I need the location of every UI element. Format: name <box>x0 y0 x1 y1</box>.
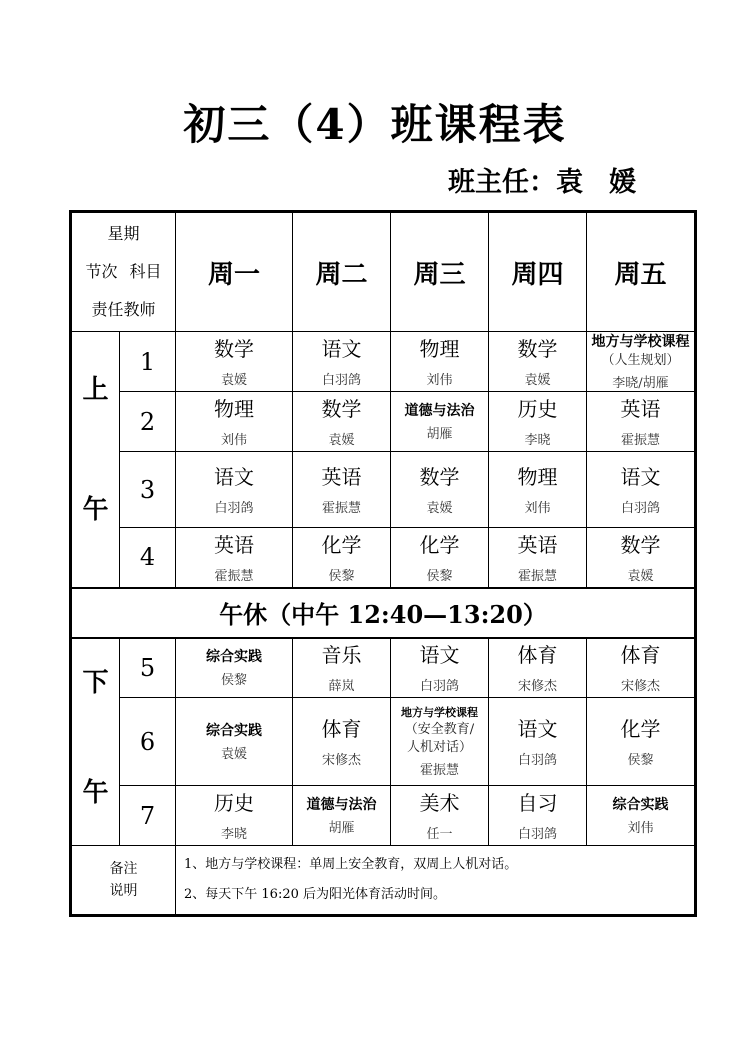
subject: 综合实践 <box>612 797 669 813</box>
remarks-line-1: 1、地方与学校课程：单周上安全教育，双周上人机对话。 <box>184 857 518 872</box>
schedule-cell <box>391 638 489 698</box>
remarks-label-2: 说明 <box>109 883 138 899</box>
header-period-subject <box>72 253 175 291</box>
remarks-row <box>71 846 696 916</box>
subject-note-2: 人机对话） <box>406 740 472 755</box>
table-row <box>71 786 696 846</box>
teacher: 侯黎 <box>426 568 453 584</box>
subject: 物理 <box>419 337 460 361</box>
subject-note: （人生规划） <box>601 353 680 368</box>
day-header: 周五 <box>587 212 696 332</box>
teacher: 白羽鸽 <box>419 679 459 695</box>
period-morning-char-2: 午 <box>82 495 109 526</box>
teacher: 宋修杰 <box>517 679 557 695</box>
teacher: 李晓 <box>220 827 247 842</box>
subject: 美术 <box>419 791 460 815</box>
teacher: 袁媛 <box>220 747 247 762</box>
schedule-cell <box>489 638 587 698</box>
header-teacher-label: 责任教师 <box>91 300 156 319</box>
schedule-cell <box>176 392 293 452</box>
table-row <box>71 698 696 786</box>
period-number: 2 <box>120 392 176 452</box>
subject: 英语 <box>620 397 661 421</box>
schedule-cell <box>293 698 391 786</box>
schedule-cell <box>587 452 696 528</box>
period-number: 7 <box>120 786 176 846</box>
table-row <box>71 638 696 698</box>
schedule-cell <box>489 698 587 786</box>
table-row <box>71 528 696 588</box>
remarks-line-2: 2、每天下午 16:20 后为阳光体育活动时间。 <box>184 887 446 902</box>
schedule-cell <box>176 452 293 528</box>
page-title: 初三（4）班课程表 <box>183 100 567 149</box>
header-period-label: 节次 <box>85 262 118 281</box>
period-afternoon-char-1: 下 <box>82 667 109 698</box>
teacher: 刘伟 <box>627 821 654 836</box>
table-row <box>71 452 696 528</box>
subject-note: （安全教育/ <box>404 722 475 737</box>
schedule-table <box>69 210 697 917</box>
schedule-cell <box>587 528 696 588</box>
teacher: 宋修杰 <box>321 753 361 768</box>
period-morning <box>71 332 120 588</box>
teacher: 霍振慧 <box>214 568 254 584</box>
teacher: 白羽鸽 <box>517 827 557 842</box>
teacher: 胡雁 <box>328 821 355 836</box>
subject: 地方与学校课程 <box>401 706 478 719</box>
teacher: 霍振慧 <box>321 501 361 516</box>
schedule-cell <box>587 638 696 698</box>
subject: 道德与法治 <box>306 797 377 813</box>
head-teacher-label: 班主任： <box>448 167 556 198</box>
teacher: 胡雁 <box>426 427 453 442</box>
subject: 综合实践 <box>206 649 262 666</box>
schedule-cell <box>293 786 391 846</box>
period-number: 5 <box>120 638 176 698</box>
teacher: 刘伟 <box>426 373 453 388</box>
schedule-cell <box>489 528 587 588</box>
subject: 体育 <box>517 643 558 668</box>
schedule-cell <box>176 528 293 588</box>
teacher: 刘伟 <box>524 501 551 516</box>
schedule-cell <box>391 332 489 392</box>
subject: 音乐 <box>321 643 362 668</box>
lunch-row <box>71 588 696 638</box>
schedule-cell <box>176 332 293 392</box>
schedule-cell <box>176 638 293 698</box>
subject: 英语 <box>517 532 558 557</box>
subject: 体育 <box>321 717 362 741</box>
subject: 物理 <box>517 465 558 489</box>
head-teacher-name-2: 媛 <box>609 167 636 198</box>
subject: 体育 <box>620 643 661 668</box>
subject: 自习 <box>517 791 558 815</box>
header-row <box>71 212 696 332</box>
teacher: 霍振慧 <box>517 568 557 584</box>
period-number: 3 <box>120 452 176 528</box>
schedule-cell <box>176 698 293 786</box>
schedule-cell <box>587 392 696 452</box>
period-morning-char-1: 上 <box>82 375 109 406</box>
subject: 历史 <box>517 397 558 421</box>
remarks-label <box>71 846 176 916</box>
period-number: 1 <box>120 332 176 392</box>
schedule-cell <box>391 452 489 528</box>
schedule-cell <box>293 638 391 698</box>
schedule-cell <box>391 528 489 588</box>
lunch-break: 午休（中午 12:40—13:20） <box>71 588 696 638</box>
teacher: 宋修杰 <box>620 679 660 695</box>
subject: 化学 <box>419 532 460 557</box>
schedule-cell <box>293 332 391 392</box>
schedule-cell <box>391 698 489 786</box>
header-subject-label: 科目 <box>129 262 162 281</box>
teacher: 霍振慧 <box>620 433 660 448</box>
teacher: 薛岚 <box>328 679 355 695</box>
period-afternoon-char-2: 午 <box>82 777 109 808</box>
subject: 数学 <box>214 337 254 361</box>
schedule-cell <box>391 392 489 452</box>
teacher: 白羽鸽 <box>214 501 254 516</box>
subject: 化学 <box>321 532 362 557</box>
period-afternoon <box>71 638 120 846</box>
teacher: 白羽鸽 <box>321 373 361 388</box>
teacher: 侯黎 <box>328 568 355 584</box>
subject: 语文 <box>321 337 362 361</box>
subject: 英语 <box>214 532 254 557</box>
period-number: 6 <box>120 698 176 786</box>
subject: 数学 <box>321 397 362 421</box>
teacher: 袁媛 <box>627 568 654 584</box>
teacher: 侯黎 <box>220 673 247 689</box>
schedule-cell <box>293 392 391 452</box>
subject: 语文 <box>419 643 460 668</box>
subject: 英语 <box>321 465 362 489</box>
schedule-cell <box>489 786 587 846</box>
teacher: 袁媛 <box>426 501 453 516</box>
subject: 地方与学校课程 <box>591 334 690 350</box>
period-number: 4 <box>120 528 176 588</box>
day-header: 周三 <box>391 212 489 332</box>
day-header: 周一 <box>176 212 293 332</box>
teacher: 袁媛 <box>328 433 355 448</box>
subject: 综合实践 <box>206 723 262 739</box>
schedule-cell <box>587 698 696 786</box>
schedule-cell <box>587 332 696 392</box>
schedule-cell <box>391 786 489 846</box>
remarks-label-1: 备注 <box>109 861 138 877</box>
subject: 道德与法治 <box>404 403 475 419</box>
subject: 数学 <box>419 465 460 489</box>
teacher: 刘伟 <box>220 433 247 448</box>
subject: 物理 <box>214 397 254 421</box>
schedule-cell <box>293 452 391 528</box>
subject: 数学 <box>620 532 661 557</box>
teacher: 李晓/胡雁 <box>612 376 669 391</box>
head-teacher-name-1: 袁 <box>556 167 583 198</box>
schedule-cell <box>489 452 587 528</box>
schedule-cell <box>176 786 293 846</box>
teacher: 李晓 <box>524 433 551 448</box>
teacher: 霍振慧 <box>419 763 459 778</box>
teacher: 白羽鸽 <box>517 753 557 768</box>
subject: 语文 <box>620 465 661 489</box>
subject: 历史 <box>214 791 254 815</box>
subject: 语文 <box>214 465 254 489</box>
day-header: 周四 <box>489 212 587 332</box>
header-corner <box>71 212 176 332</box>
subject: 数学 <box>517 337 558 361</box>
schedule-cell <box>587 786 696 846</box>
subject: 语文 <box>517 717 558 741</box>
day-header: 周二 <box>293 212 391 332</box>
teacher: 任一 <box>426 827 453 842</box>
schedule-cell <box>293 528 391 588</box>
teacher: 袁媛 <box>524 373 551 388</box>
subject: 化学 <box>620 717 661 741</box>
head-teacher <box>448 160 636 199</box>
schedule-cell <box>489 392 587 452</box>
teacher: 侯黎 <box>627 753 654 768</box>
schedule-cell <box>489 332 587 392</box>
teacher: 白羽鸽 <box>620 501 660 516</box>
table-row <box>71 392 696 452</box>
remarks-text <box>176 846 696 916</box>
table-row <box>71 332 696 392</box>
header-week-label: 星期 <box>107 224 140 243</box>
teacher: 袁媛 <box>220 373 247 388</box>
